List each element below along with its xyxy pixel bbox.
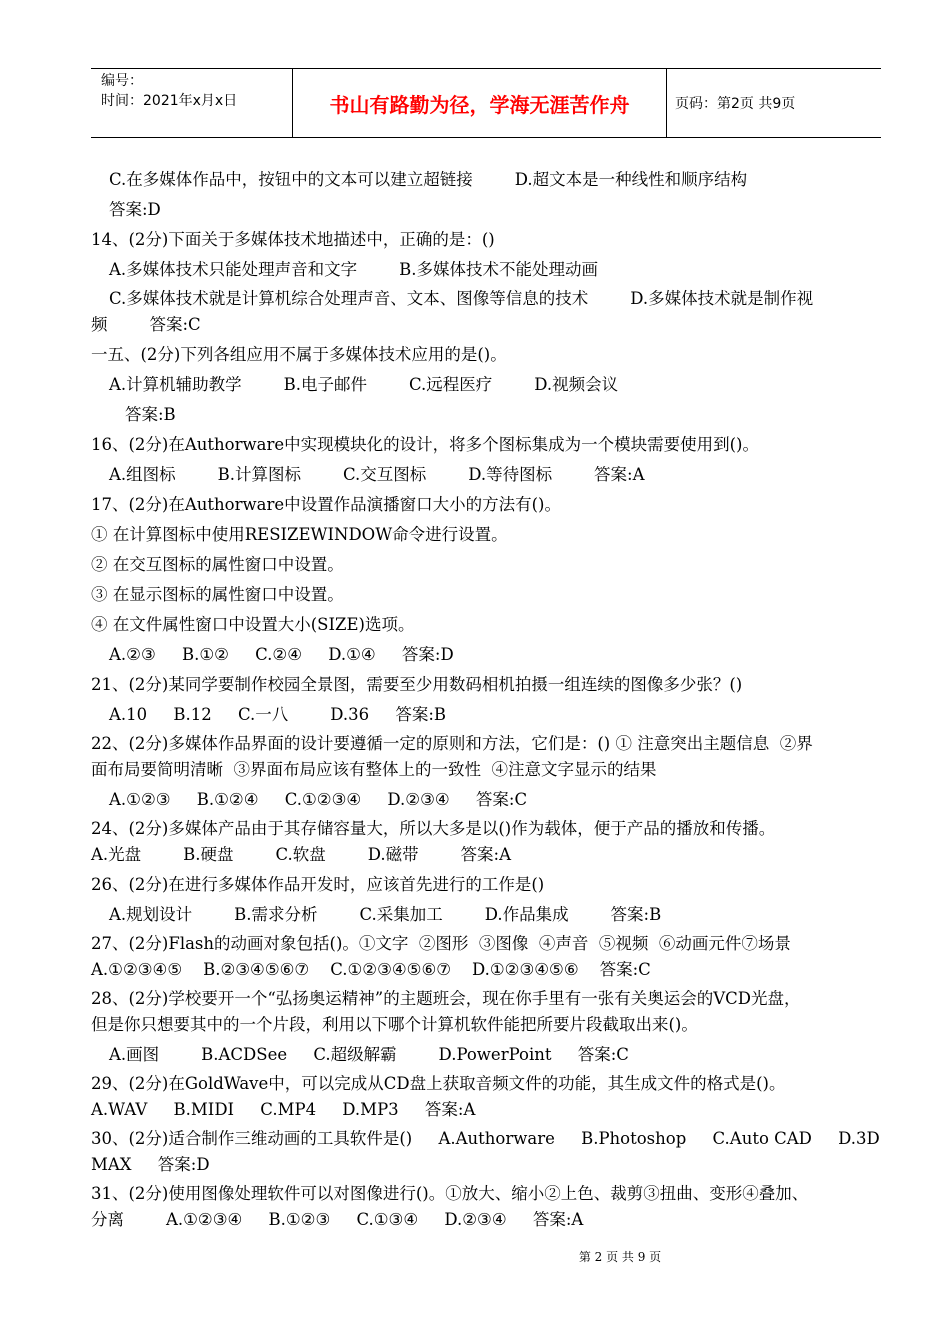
question-line: 26、(2分)在进行多媒体作品开发时，应该首先进行的工作是() — [91, 875, 545, 894]
question-line: 31、(2分)使用图像处理软件可以对图像进行()。①放大、缩小②上色、裁剪③扭曲、变形④叠加、 — [91, 1184, 809, 1203]
text-line: A.计算机辅助教学 B.电子邮件 C.远程医疗 D.视频会议 — [109, 375, 619, 394]
question-body — [91, 166, 891, 1236]
question-line: 30、(2分)适合制作三维动画的工具软件是() A.Authorware B.Photoshop C.Auto CAD D.3D — [91, 1129, 880, 1148]
text-line: 但是你只想要其中的一个片段，利用以下哪个计算机软件能把所要片段截取出来()。 — [91, 1015, 698, 1034]
question-line: 16、(2分)在Authorware中实现模块化的设计，将多个图标集成为一个模块需要使用到()。 — [91, 435, 759, 454]
text-line: A.组图标 B.计算图标 C.交互图标 D.等待图标 答案:A — [109, 465, 645, 484]
question-line: 29、(2分)在GoldWave中，可以完成从CD盘上获取音频文件的功能，其生成文件的格式是()。 — [91, 1074, 786, 1093]
question-line: 27、(2分)Flash的动画对象包括()。①文字 ②图形 ③图像 ④声音 ⑤视频 ⑥动画元件⑦场景 — [91, 934, 791, 953]
text-line: A.①②③ B.①②④ C.①②③④ D.②③④ 答案:C — [109, 790, 528, 809]
question-line: 一五、(2分)下列各组应用不属于多媒体技术应用的是()。 — [91, 345, 507, 364]
question-line: 22、(2分)多媒体作品界面的设计要遵循一定的原则和方法，它们是：() ① 注意突出主题信息 ②界 — [91, 734, 813, 753]
question-line: 28、(2分)学校要开一个“弘扬奥运精神”的主题班会，现在你手里有一张有关奥运会的VCD光盘， — [91, 989, 801, 1008]
header-meta — [91, 69, 293, 137]
text-line: C.在多媒体作品中，按钮中的文本可以建立超链接 D.超文本是一种线性和顺序结构 — [109, 170, 748, 189]
text-line: A.WAV B.MIDI C.MP4 D.MP3 答案:A — [91, 1100, 476, 1119]
text-line: ③ 在显示图标的属性窗口中设置。 — [91, 585, 344, 604]
text-line: ② 在交互图标的属性窗口中设置。 — [91, 555, 344, 574]
text-line: A.光盘 B.硬盘 C.软盘 D.磁带 答案:A — [91, 845, 512, 864]
text-line: A.画图 B.ACDSee C.超级解霸 D.PowerPoint 答案:C — [109, 1045, 629, 1064]
text-line: A.多媒体技术只能处理声音和文字 B.多媒体技术不能处理动画 — [109, 260, 598, 279]
question-line: 21、(2分)某同学要制作校园全景图，需要至少用数码相机拍摄一组连续的图像多少张？() — [91, 675, 743, 694]
text-line: 答案:B — [125, 405, 176, 424]
text-line: MAX 答案:D — [91, 1155, 210, 1174]
page-header — [91, 68, 881, 138]
page-footer: 第 2 页 共 9 页 — [578, 1250, 662, 1264]
question-line: 24、(2分)多媒体产品由于其存储容量大，所以大多是以()作为载体，便于产品的播放和传播。 — [91, 819, 776, 838]
time-label: 时间：2021年x月x日 — [101, 93, 238, 109]
text-line: 答案:D — [109, 200, 161, 219]
header-page-label: 页码：第2页 共9页 — [675, 96, 796, 112]
text-line: 分离 A.①②③④ B.①②③ C.①③④ D.②③④ 答案:A — [91, 1210, 584, 1229]
text-line: 面布局要简明清晰 ③界面布局应该有整体上的一致性 ④注意文字显示的结果 — [91, 760, 657, 779]
question-line: 17、(2分)在Authorware中设置作品演播窗口大小的方法有()。 — [91, 495, 561, 514]
text-line: A.②③ B.①② C.②④ D.①④ 答案:D — [109, 645, 454, 664]
code-label: 编号： — [101, 73, 143, 89]
text-line: ④ 在文件属性窗口中设置大小(SIZE)选项。 — [91, 615, 415, 634]
text-line: A.10 B.12 C.一八 D.36 答案:B — [109, 705, 447, 724]
text-line: ① 在计算图标中使用RESIZEWINDOW命令进行设置。 — [91, 525, 508, 544]
header-motto: 书山有路勤为径，学海无涯苦作舟 — [293, 69, 667, 137]
text-line: C.多媒体技术就是计算机综合处理声音、文本、图像等信息的技术 D.多媒体技术就是制作视 — [109, 289, 814, 308]
text-line: A.①②③④⑤ B.②③④⑤⑥⑦ C.①②③④⑤⑥⑦ D.①②③④⑤⑥ 答案:C — [91, 960, 651, 979]
text-line: A.规划设计 B.需求分析 C.采集加工 D.作品集成 答案:B — [109, 905, 662, 924]
text-line: 频 答案:C — [91, 315, 201, 334]
question-line: 14、(2分)下面关于多媒体技术地描述中，正确的是：() — [91, 230, 495, 249]
